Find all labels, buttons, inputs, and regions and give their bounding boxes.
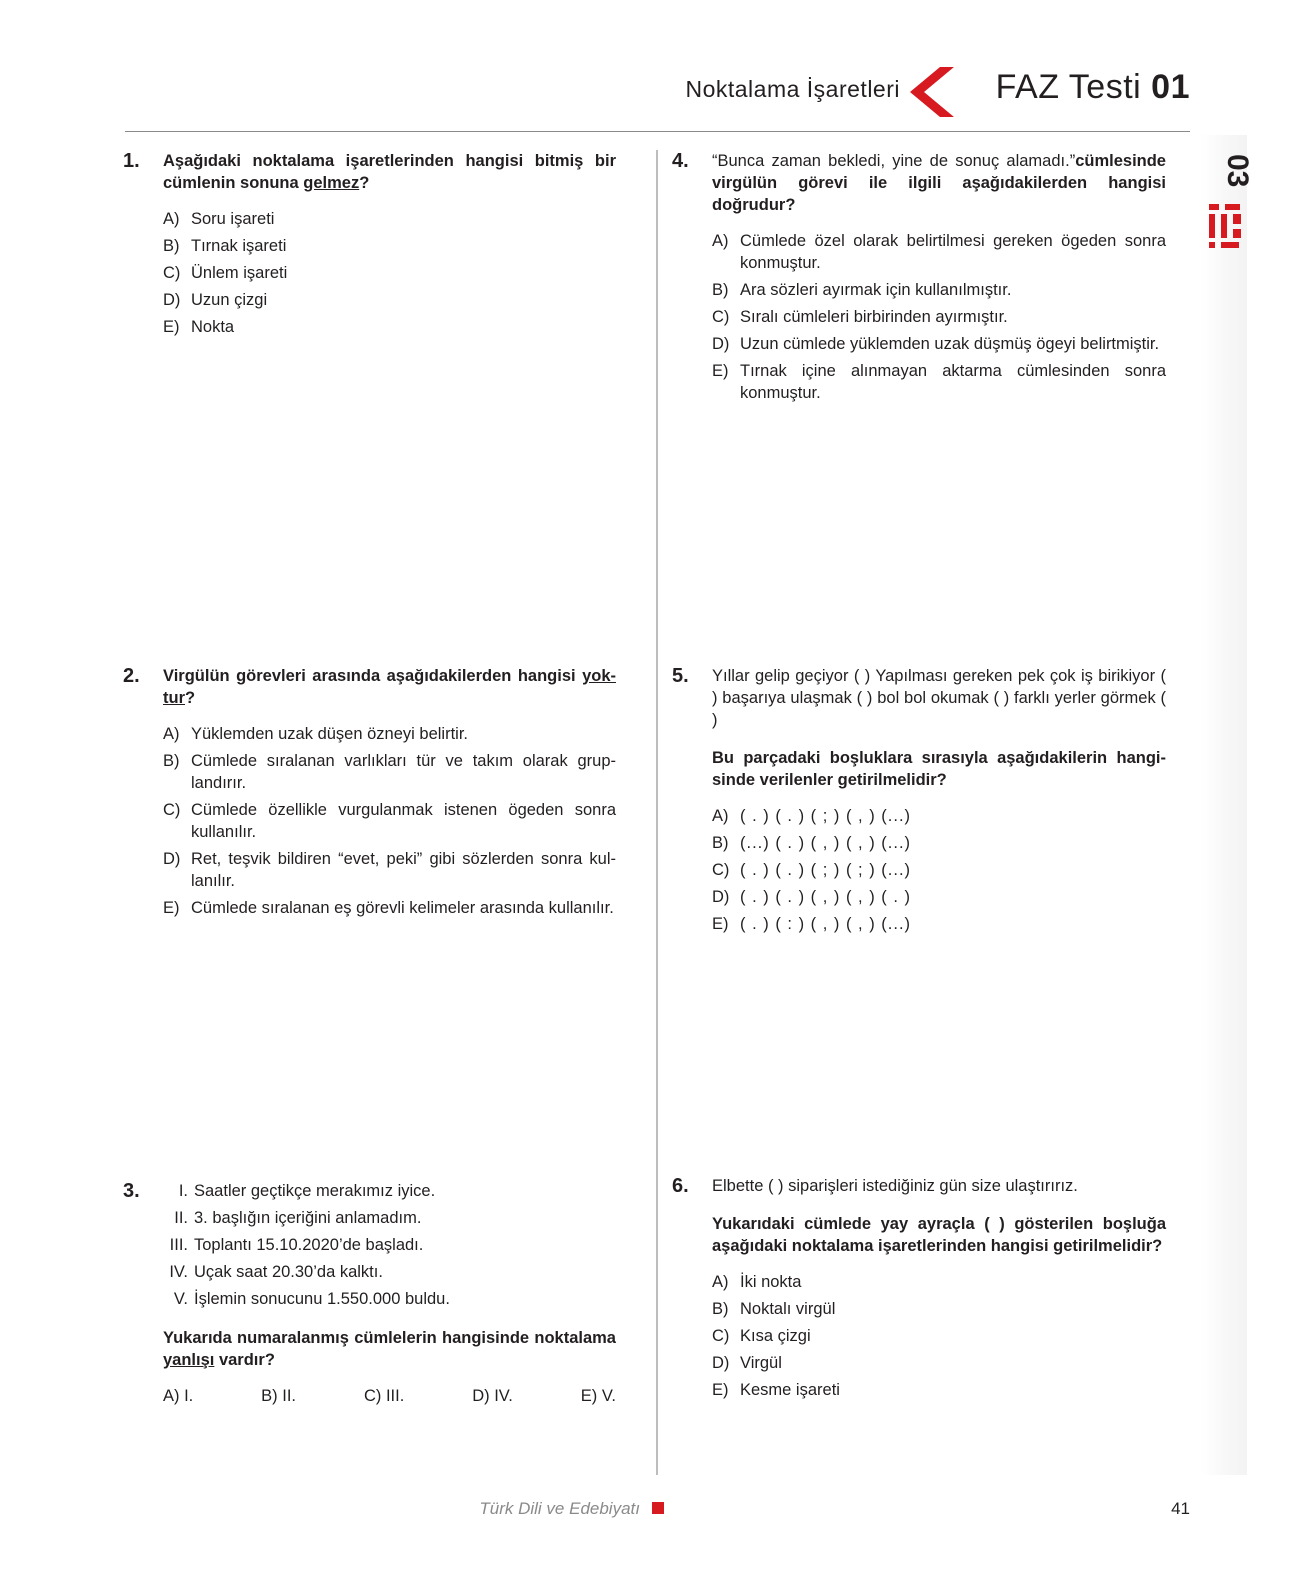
- options-list: [163, 723, 616, 919]
- question-stem: Yukarıdaki cümlede yay ayraçla ( ) gösterilen boşluğa aşağıdaki noktalama işaretlerinden hangisi getirilmelidir?: [712, 1215, 1166, 1255]
- option-e[interactable]: E) Tırnak içine alınmayan aktarma cümlesinden sonra konmuştur.: [712, 362, 1166, 402]
- question-1: [163, 150, 616, 343]
- option-a[interactable]: A) İki nokta: [712, 1273, 802, 1291]
- option-d[interactable]: D) Ret, teşvik bildiren “evet, peki” gibi sözlerden sonra kullanılır.: [163, 850, 616, 890]
- quoted-sentence: “Bunca zaman bekledi, yine de sonuç alamadı.”: [712, 152, 1076, 170]
- option-c[interactable]: C) Kısa çizgi: [712, 1327, 811, 1345]
- option-a[interactable]: A) ( . ) ( . ) ( ; ) ( , ) (...): [712, 807, 912, 825]
- options-list: [712, 230, 1166, 404]
- footer-square-icon: [652, 1502, 664, 1514]
- option-d[interactable]: D) ( . ) ( . ) ( , ) ( , ) ( . ): [712, 888, 912, 906]
- question-number: 5.: [672, 665, 689, 687]
- side-tab: [1201, 135, 1247, 1475]
- header-rule: [125, 131, 1190, 132]
- question-number: 6.: [672, 1175, 689, 1197]
- fez-logo-icon: [1208, 150, 1254, 254]
- emphasis-underline: yoktur: [163, 667, 616, 707]
- option-e[interactable]: E) Cümlede sıralanan eş görevli kelimeler arasında kullanılır.: [163, 899, 614, 917]
- sentence-item: III. Toplantı 15.10.2020’de başladı.: [169, 1236, 424, 1254]
- sentence-item: II. 3. başlığın içeriğini anlamadım.: [174, 1209, 422, 1227]
- question-5: [712, 665, 1166, 940]
- sentence-item: I. Saatler geçtikçe merakımız iyice.: [178, 1182, 436, 1200]
- option-d[interactable]: D) Uzun çizgi: [163, 291, 268, 309]
- option-e[interactable]: E) ( . ) ( : ) ( , ) ( , ) (...): [712, 915, 912, 933]
- option-a[interactable]: A) Yüklemden uzak düşen özneyi belirtir.: [163, 725, 468, 743]
- options-list: [712, 805, 1166, 935]
- question-number: 1.: [123, 150, 140, 172]
- option-a[interactable]: A) Cümlede özel olarak belirtilmesi gereken ögeden sonra konmuştur.: [712, 232, 1166, 272]
- emphasis-underline: gelmez: [303, 174, 360, 192]
- option-b[interactable]: B) Ara sözleri ayırmak için kullanılmıştır.: [712, 281, 1012, 299]
- option-e[interactable]: E) V.: [580, 1387, 616, 1405]
- options-list: [163, 208, 616, 338]
- option-b[interactable]: B) Cümlede sıralanan varlıkları tür ve takım olarak gruplandırır.: [163, 752, 616, 792]
- option-a[interactable]: A) Soru işareti: [163, 210, 275, 228]
- sentence-item: V. İşlemin sonucunu 1.550.000 buldu.: [173, 1290, 450, 1308]
- option-c[interactable]: C) Ünlem işareti: [163, 264, 288, 282]
- options-list: [712, 1271, 1166, 1401]
- sentence-item: IV. Uçak saat 20.30’da kalktı.: [169, 1263, 383, 1281]
- option-e[interactable]: E) Nokta: [163, 318, 235, 336]
- option-e[interactable]: E) Kesme işareti: [712, 1381, 840, 1399]
- question-number: 2.: [123, 665, 140, 687]
- question-stem: Bu parçadaki boşluklara sırasıyla aşağıdakilerin hangisinde verilenler getirilmelidir?: [712, 749, 1166, 789]
- test-word: FAZ Testi: [995, 68, 1142, 106]
- option-c[interactable]: C) III.: [363, 1387, 405, 1405]
- option-b[interactable]: B) (...) ( . ) ( , ) ( , ) (...): [712, 834, 912, 852]
- test-number: 01: [1151, 68, 1190, 106]
- option-d[interactable]: D) IV.: [472, 1387, 513, 1405]
- question-stem: Aşağıdaki noktalama işaretlerinden hangisi bitmiş bir cümlenin sonuna gelmez?: [163, 152, 616, 192]
- option-b[interactable]: B) Noktalı virgül: [712, 1300, 836, 1318]
- given-sentence: Elbette ( ) siparişleri istediğiniz gün size ulaştırırız.: [712, 1177, 1078, 1195]
- page-number: 41: [1171, 1499, 1190, 1518]
- question-3: [160, 1180, 616, 1407]
- option-d[interactable]: D) Uzun cümlede yüklemden uzak düşmüş ögeyi belirtmiştir.: [712, 335, 1160, 353]
- options-row: [160, 1385, 616, 1407]
- test-title: [990, 68, 1190, 107]
- side-tab-number: 03: [1221, 154, 1254, 188]
- option-c[interactable]: C) ( . ) ( . ) ( ; ) ( ; ) (...): [712, 861, 912, 879]
- option-c[interactable]: C) Cümlede özellikle vurgulanmak istenen ögeden sonra kullanılır.: [163, 801, 616, 841]
- question-2: [163, 665, 616, 924]
- chevron-left-icon: [902, 67, 954, 117]
- question-stem: Virgülün görevleri arasında aşağıdakilerden hangisi yoktur?: [163, 667, 616, 707]
- question-number: 4.: [672, 150, 689, 172]
- passage-text: Yıllar gelip geçiyor ( ) Yapılması gereken pek çok iş birikiyor ( ) başarıya ulaşmak ( ) bol bol okumak ( ) farklı yerler görmek ( ): [712, 667, 1166, 729]
- section-title: Noktalama İşaretleri: [685, 76, 900, 102]
- option-d[interactable]: D) Virgül: [712, 1354, 782, 1372]
- numbered-sentences: [160, 1180, 616, 1310]
- book-title: Türk Dili ve Edebiyatı: [479, 1499, 640, 1518]
- question-4: [712, 150, 1166, 409]
- question-number: 3.: [123, 1180, 140, 1202]
- option-a[interactable]: A) I.: [163, 1387, 194, 1405]
- question-6: [712, 1175, 1166, 1406]
- emphasis-underline: yanlışı: [163, 1351, 215, 1369]
- option-c[interactable]: C) Sıralı cümleleri birbirinden ayırmıştır.: [712, 308, 1008, 326]
- option-b[interactable]: B) Tırnak işareti: [163, 237, 287, 255]
- question-stem: “Bunca zaman bekledi, yine de sonuç alamadı.”cümlesinde virgülün görevi ile ilgili aşağıdakilerden hangisi doğrudur?: [712, 152, 1166, 214]
- column-divider: [656, 150, 658, 1475]
- option-b[interactable]: B) II.: [261, 1387, 297, 1405]
- question-stem: Yukarıda numaralanmış cümlelerin hangisinde noktalama yanlışı vardır?: [163, 1329, 616, 1369]
